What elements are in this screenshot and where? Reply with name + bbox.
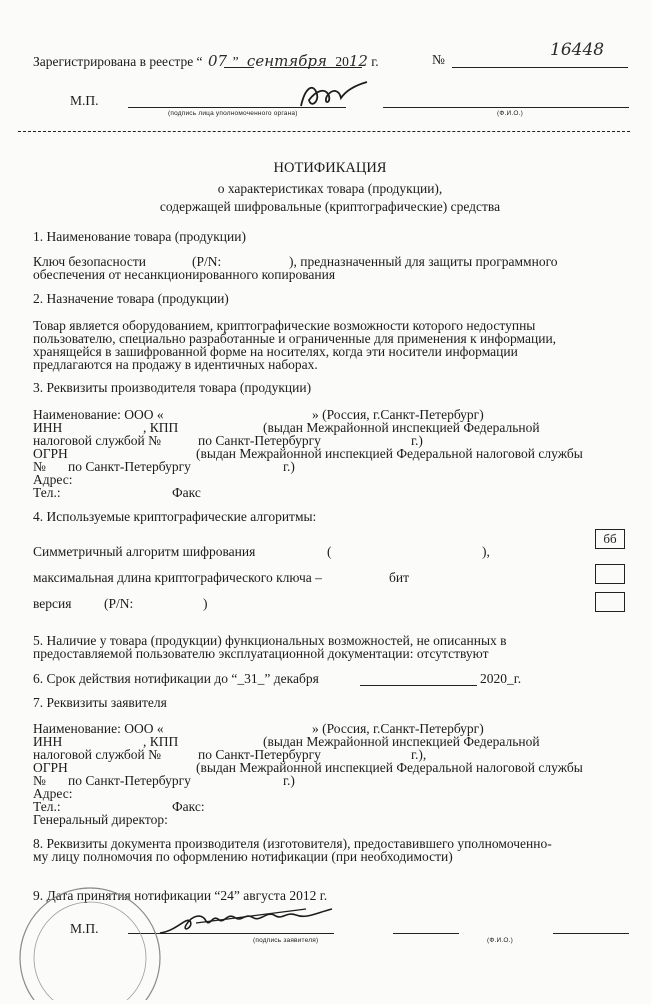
official-sign-caption: (подпись лица уполномоченного органа)	[168, 110, 298, 117]
registration-year: 12	[348, 52, 368, 70]
s7-kpp-label: , КПП	[143, 734, 179, 749]
number-label: №	[432, 52, 445, 67]
applicant-sign-caption: (подпись заявителя)	[253, 937, 319, 944]
s2-line-2: пользователю, специально разработанные и ограниченные для применения к информации,	[33, 331, 557, 346]
s4-symmetric-label: Симметричный алгоритм шифрования	[33, 544, 256, 559]
s2-line-1: Товар является оборудованием, криптографические возможности которого недоступны	[33, 318, 536, 333]
s7-issued-1: (выдан Межрайонной инспекцией Федеральной	[263, 734, 540, 749]
applicant-signature	[156, 903, 336, 939]
s3-issued-2: (выдан Межрайонной инспекцией Федеральной налоговой службы	[196, 446, 583, 461]
s3-kpp-label: , КПП	[143, 420, 179, 435]
s4-symmetric-close: ),	[482, 544, 490, 559]
s3-fax-label: Факс	[172, 485, 201, 500]
registration-number: 16448	[550, 40, 605, 60]
s4-symmetric-open: (	[327, 544, 332, 559]
s6-validity-underline	[360, 685, 477, 686]
s4-version-label: версия	[33, 596, 72, 611]
s7-tax-city: по Санкт-Петербургу	[198, 747, 321, 762]
s6-validity-label: 6. Срок действия нотификации до “_31_” декабря	[33, 671, 319, 686]
official-fio-line	[383, 107, 629, 108]
header-separator	[18, 131, 630, 132]
official-fio-caption: (Ф.И.О.)	[497, 110, 524, 117]
applicant-fio-line-2	[553, 933, 629, 934]
s7-phone-label: Тел.:	[33, 799, 61, 814]
document-subtitle-1: о характеристиках товара (продукции),	[217, 181, 443, 196]
s1-heading: 1. Наименование товара (продукции)	[33, 229, 246, 244]
s7-ogrn-label: ОГРН	[33, 760, 68, 775]
s6-validity-year: 2020_г.	[480, 671, 522, 686]
s7-tax-year: г.),	[411, 747, 427, 762]
applicant-fio-line-1	[393, 933, 459, 934]
s3-tax-city: по Санкт-Петербургу	[198, 433, 321, 448]
s9-stamp-place-label: М.П.	[70, 921, 99, 936]
s1-key-label: Ключ безопасности	[33, 254, 146, 269]
s9-acceptance-date: 9. Дата принятия нотификации “24” августа 2012 г.	[33, 888, 328, 903]
s4-version-close: )	[203, 596, 208, 611]
s4-version-pn: (P/N:	[104, 596, 134, 611]
s3-number-year: г.)	[283, 459, 295, 474]
day-underline	[224, 67, 254, 68]
official-signature	[295, 78, 375, 112]
s7-issued-2: (выдан Межрайонной инспекцией Федеральной налоговой службы	[196, 760, 583, 775]
month-underline	[270, 67, 362, 68]
s4-heading: 4. Используемые криптографические алгоритмы:	[33, 509, 317, 524]
s7-name-suffix: » (Россия, г.Санкт-Петербург)	[312, 721, 484, 736]
s7-director-label: Генеральный директор:	[33, 812, 168, 827]
code-box-1	[595, 529, 625, 549]
registered-label: Зарегистрирована в реестре “	[33, 54, 203, 69]
number-underline	[452, 67, 628, 68]
s7-tax-service: налоговой службой №	[33, 747, 161, 762]
s1-purpose-text: ), предназначенный для защиты программного	[289, 254, 558, 269]
code-box-2	[595, 564, 625, 584]
s4-maxkey-unit: бит	[389, 570, 409, 585]
s3-number-city: по Санкт-Петербургу	[68, 459, 191, 474]
s2-line-3: хранящейся в зашифрованной форме на носителях, когда эти носители информации	[33, 344, 518, 359]
stamp-place-label: М.П.	[70, 93, 99, 108]
s3-tax-year: г.)	[411, 433, 423, 448]
registration-month: сентября	[246, 52, 327, 70]
document-title: НОТИФИКАЦИЯ	[273, 160, 387, 176]
s7-number-city: по Санкт-Петербургу	[68, 773, 191, 788]
s3-heading: 3. Реквизиты производителя товара (продукции)	[33, 380, 312, 395]
s7-number-year: г.)	[283, 773, 295, 788]
document-subtitle-2: содержащей шифровальные (криптографические) средства	[159, 199, 501, 214]
s3-issued-1: (выдан Межрайонной инспекцией Федеральной	[263, 420, 540, 435]
s3-phone-label: Тел.:	[33, 485, 61, 500]
code-box-1-value: бб	[603, 531, 617, 546]
registration-day: 07	[208, 52, 228, 70]
code-box-3	[595, 592, 625, 612]
s5-line-2: предоставляемой пользователю эксплуатационной документации: отсутствуют	[33, 646, 489, 661]
s8-line-1: 8. Реквизиты документа производителя (изготовителя), предоставившего уполномоченно-	[33, 836, 552, 851]
s7-inn-label: ИНН	[33, 734, 63, 749]
s7-address-label: Адрес:	[33, 786, 73, 801]
s2-line-4: предлагаются на продажу в идентичных наборах.	[33, 357, 318, 372]
applicant-fio-caption: (Ф.И.О.)	[487, 937, 514, 944]
s3-inn-label: ИНН	[33, 420, 63, 435]
year-prefix: 20	[335, 54, 349, 69]
s3-name-suffix: » (Россия, г.Санкт-Петербург)	[312, 407, 484, 422]
s3-address-label: Адрес:	[33, 472, 73, 487]
s8-line-2: му лицу полномочия по оформлению нотификации (при необходимости)	[33, 849, 453, 864]
s3-ogrn-label: ОГРН	[33, 446, 68, 461]
company-seal	[10, 878, 170, 1004]
s7-heading: 7. Реквизиты заявителя	[33, 695, 167, 710]
year-suffix: г.	[367, 54, 379, 69]
s5-line-1: 5. Наличие у товара (продукции) функциональных возможностей, не описанных в	[33, 633, 507, 648]
s1-pn-label: (P/N:	[192, 254, 222, 269]
s7-fax-label: Факс:	[172, 799, 205, 814]
quote-close: ”	[232, 54, 239, 69]
s3-number-label: №	[33, 459, 46, 474]
s4-maxkey-label: максимальная длина криптографического ключа –	[33, 570, 322, 585]
s7-name-label: Наименование: ООО «	[33, 721, 164, 736]
s7-number-label: №	[33, 773, 46, 788]
s2-heading: 2. Назначение товара (продукции)	[33, 291, 229, 306]
s3-name-label: Наименование: ООО «	[33, 407, 164, 422]
s1-purpose-text-2: обеспечения от несанкционированного копирования	[33, 267, 336, 282]
s3-tax-service: налоговой службой №	[33, 433, 161, 448]
